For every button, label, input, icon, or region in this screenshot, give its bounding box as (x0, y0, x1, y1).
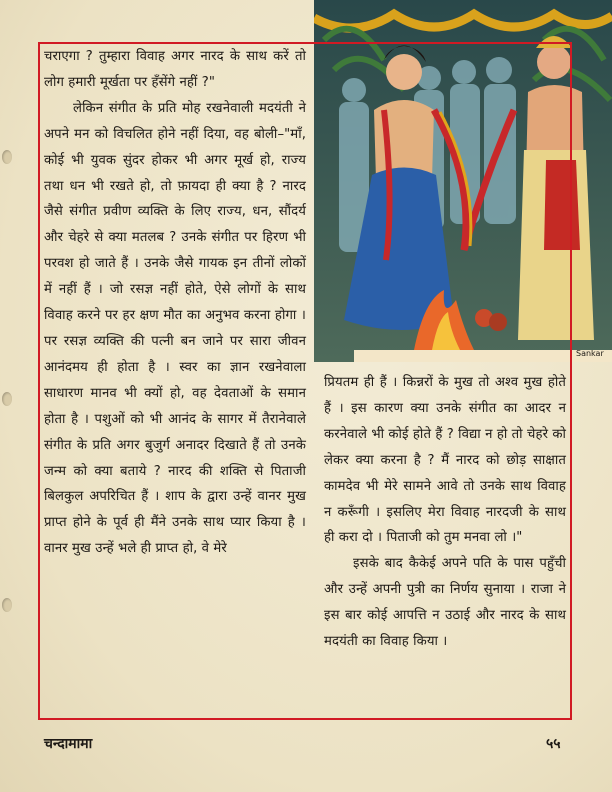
magazine-title: चन्दामामा (44, 736, 93, 752)
artist-signature: Sankar (576, 349, 604, 358)
left-text-column (44, 44, 306, 562)
right-text-column (324, 370, 566, 655)
paragraph: इसके बाद कैकेई अपने पति के पास पहुँची और उन्हें अपनी पुत्री का निर्णय सुनाया । राजा ने इस बार कोई आपत्ति न उठाई और नारद के साथ मदयंती का विवाह किया । (324, 556, 566, 650)
paragraph: लेकिन संगीत के प्रति मोह रखनेवाली मदयंती ने अपने मन को विचलित होने नहीं दिया, वह बोली–"माँ, कोई भी युवक सुंदर होकर भी अगर मूर्ख हो, राज्य तथा धन भी रखते हो, तो फ़ायदा ही क्या है ? नारद जैसे संगीत प्रवीण व्यक्ति के लिए राज्य, धन, सौंदर्य और चेहरे से क्या मतलब ? उनके संगीत पर हिरण भी परवश हो जाते हैं । उनके जैसे गायक इन तीनों लोकों में नहीं हैं । जो रसज्ञ नहीं होते, ऐसे लोगों के साथ विवाह करने पर हर क्षण मौत का अनुभव करना होगा । पर रसज्ञ व्यक्ति की पत्नी बन जाने पर सारा जीवन आनंदमय ही होता है । स्वर का ज्ञान रखनेवाला साधारण मानव भी क्यों हो, वह देवताओं के समान होता है । पशुओं को भी आनंद के सागर में तैरानेवाले संगीत के प्रति अगर बुजुर्ग अनादर दिखाते हैं तो उनके जन्म को क्या बताये ? नारद की शक्ति से पिताजी बिलकुल अपरिचित हैं । शाप के द्वारा उन्हें वानर मुख प्राप्त होने के पूर्व ही मैंने उनके साथ प्यार किया है । वानर मुख उन्हें भले ही प्राप्त हो, वे मेरे (44, 100, 306, 557)
paragraph: चराएगा ? तुम्हारा विवाह अगर नारद के साथ करें तो लोग हमारी मूर्खता पर हँसेंगे नहीं ?" (44, 49, 306, 90)
paragraph: प्रियतम ही हैं । किन्नरों के मुख तो अश्व मुख होते हैं । इस कारण क्या उनके संगीत का आदर न करनेवाले भी कोई होते हैं ? विद्या न हो तो चेहरे को लेकर क्या करना है ? मैं नारद को छोड़ साक्षात कामदेव भी मेरे सामने आवे तो उनके साथ विवाह न करूँगी । इसलिए मेरा विवाह नारदजी के साथ ही करा दो । पिताजी को तुम मनवा लो ।" (324, 375, 566, 546)
page-number: ५५ (546, 736, 561, 752)
